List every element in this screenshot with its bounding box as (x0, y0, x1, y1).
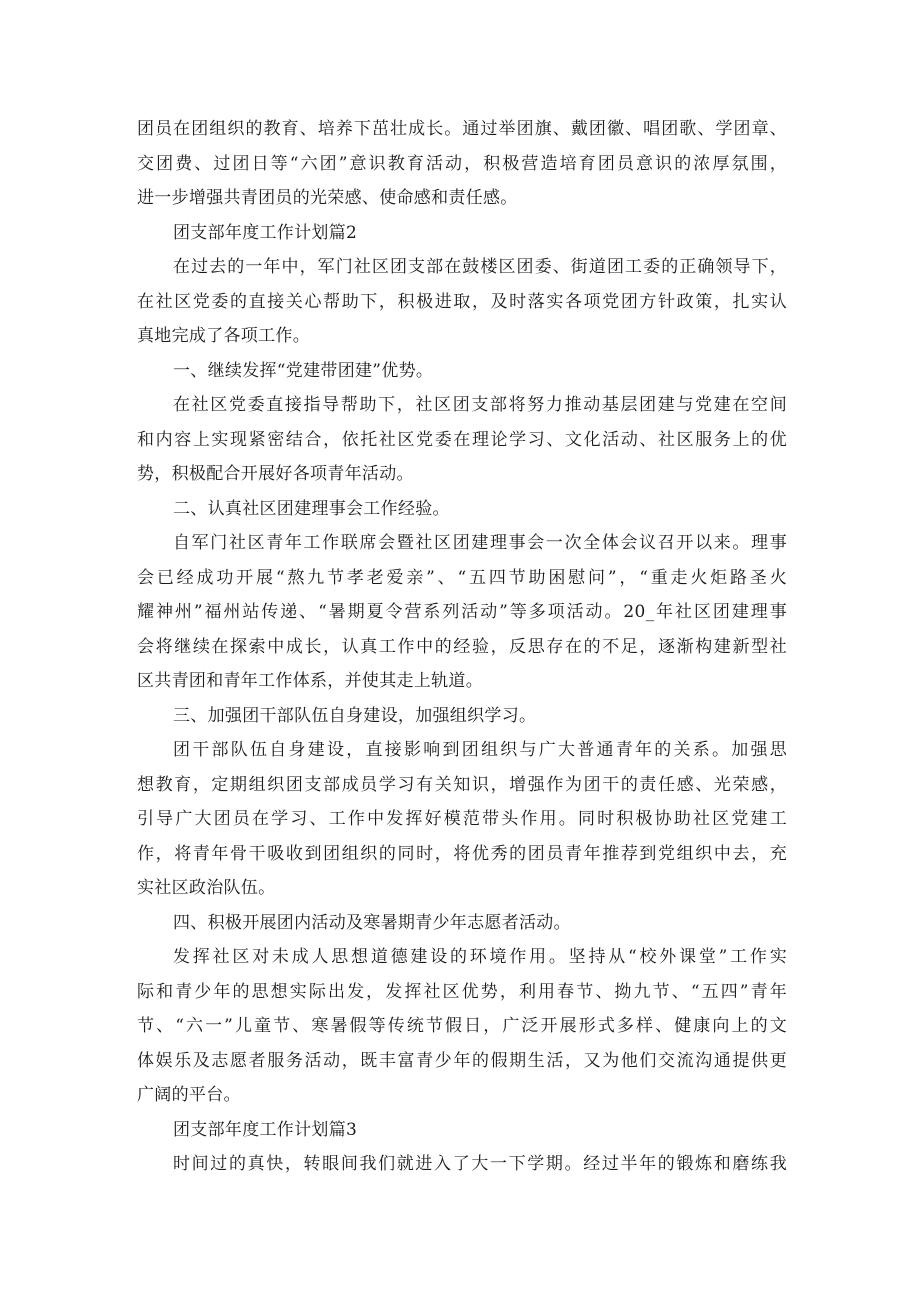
document-page (137, 112, 787, 1182)
paragraph-line: 引导广大团员在学习、工作中发挥好模范带头作用。同时积极协助社区党建工 (137, 809, 787, 829)
paragraph-line: 交团费、过团日等“六团”意识教育活动，积极营造培育团员意识的浓厚氛围， (137, 153, 787, 174)
paragraph-line: 耀神州”福州站传递、“暑期夏令营系列活动”等多项活动。20_年社区团建理事 (137, 602, 787, 622)
section-heading: 团支部年度工作计划篇3 (173, 1119, 358, 1140)
paragraph-line: 际和青少年的思想实际出发，发挥社区优势，利用春节、拗九节、“五四”青年 (137, 981, 787, 1002)
paragraph-line: 势，积极配合开展好各项青年活动。 (137, 464, 414, 484)
paragraph-line: 时间过的真快，转眼间我们就进入了大一下学期。经过半年的锻炼和磨练我 (173, 1154, 787, 1174)
paragraph-line: 自军门社区青年工作联席会暨社区团建理事会一次全体会议召开以来。理事 (173, 533, 787, 553)
paragraph-line: 体娱乐及志愿者服务活动，既丰富青少年的假期生活，又为他们交流沟通提供更 (137, 1050, 787, 1071)
paragraph-line: 在社区党委的直接关心帮助下，积极进取，及时落实各项党团方针政策，扎实认 (137, 291, 787, 312)
paragraph-line: 在社区党委直接指导帮助下，社区团支部将努力推动基层团建与党建在空间 (173, 395, 787, 415)
paragraph-line: 节、“六一”儿童节、寒暑假等传统节假日，广泛开展形式多样、健康向上的文 (137, 1016, 787, 1036)
section-heading: 二、认真社区团建理事会工作经验。 (173, 498, 450, 519)
paragraph-line: 广阔的平台。 (137, 1085, 241, 1105)
paragraph-line: 实社区政治队伍。 (137, 878, 276, 898)
section-heading: 四、积极开展团内活动及寒暑期青少年志愿者活动。 (173, 912, 571, 933)
section-heading: 团支部年度工作计划篇2 (173, 222, 358, 243)
paragraph-line: 团干部队伍自身建设，直接影响到团组织与广大普通青年的关系。加强思 (173, 740, 787, 760)
paragraph-line: 区共青团和青年工作体系，并使其走上轨道。 (137, 671, 483, 691)
paragraph-line: 团员在团组织的教育、培养下茁壮成长。通过举团旗、戴团徽、唱团歌、学团章、 (137, 119, 787, 139)
paragraph-line: 进一步增强共青团员的光荣感、使命感和责任感。 (137, 188, 518, 208)
paragraph-line: 真地完成了各项工作。 (137, 326, 310, 346)
section-heading: 三、加强团干部队伍自身建设，加强组织学习。 (173, 705, 537, 726)
paragraph-line: 在过去的一年中，军门社区团支部在鼓楼区团委、街道团工委的正确领导下， (173, 257, 787, 277)
paragraph-line: 会将继续在探索中成长，认真工作中的经验，反思存在的不足，逐渐构建新型社 (137, 636, 787, 657)
paragraph-line: 想教育，定期组织团支部成员学习有关知识，增强作为团干的责任感、光荣感， (137, 774, 787, 795)
paragraph-line: 作，将青年骨干吸收到团组织的同时，将优秀的团员青年推荐到党组织中去，充 (137, 843, 787, 864)
paragraph-line: 和内容上实现紧密结合，依托社区党委在理论学习、文化活动、社区服务上的优 (137, 429, 787, 450)
paragraph-line: 会已经成功开展“熬九节孝老爱亲”、“五四节助困慰问”，“重走火炬路圣火 (137, 567, 787, 588)
paragraph-line: 发挥社区对未成人思想道德建设的环境作用。坚持从“校外课堂”工作实 (173, 947, 787, 967)
section-heading: 一、继续发挥“党建带团建”优势。 (173, 360, 434, 381)
